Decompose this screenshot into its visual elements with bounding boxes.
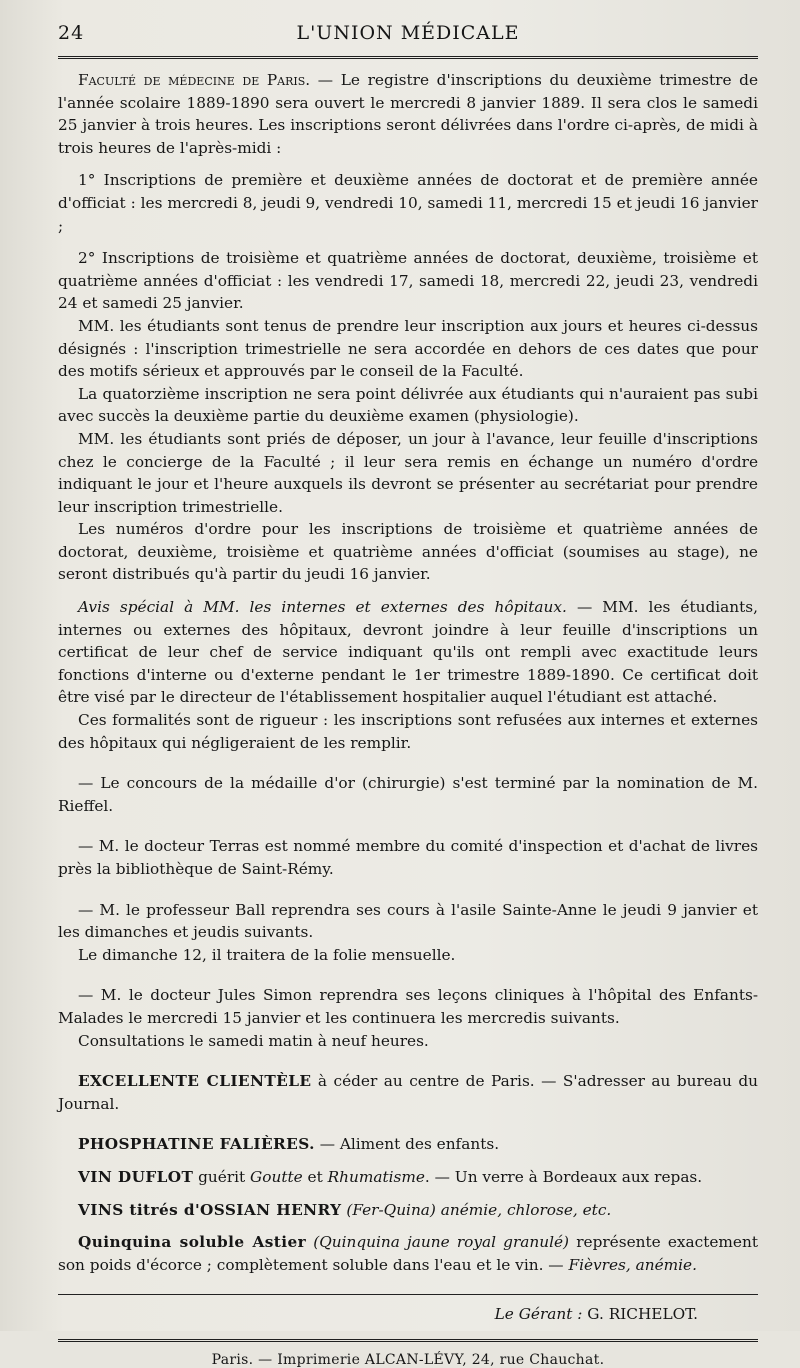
paragraph-simon-2: Consultations le samedi matin à neuf heures. [78,1031,429,1050]
ad-astier-granule: (Quinquina jaune royal granulé) [306,1233,570,1252]
paragraph-ball-2: Le dimanche 12, il traitera de la folie mensuelle. [78,945,456,964]
ad-duflot-rhumatisme: Rhumatisme [327,1167,425,1186]
ad-duflot-text-a: guérit [193,1167,251,1186]
ad-phosphatine [58,1133,758,1156]
ad-duflot-goutte: Goutte [250,1167,303,1186]
signature [58,1299,758,1329]
faculte-heading: Faculté de médecine de Paris. [78,71,311,89]
signature-label: Le Gérant : [494,1305,583,1324]
paragraph-formalites: Ces formalités sont de rigueur : les inscriptions sont refusées aux internes et externes des hôpitaux qui négligeraient de les remplir. [58,711,758,752]
page-number: 24 [58,22,85,44]
running-title: L'UNION MÉDICALE [296,22,520,44]
signature-rule [58,1294,758,1295]
paragraph-mm-deposer: MM. les étudiants sont priés de déposer, un jour à l'avance, leur feuille d'inscriptions chez le concierge de la Faculté ; il leur sera remis en échange un numéro d'ordre indiquant le jour et l'heure auxquels ils devront se présenter au secrétariat pour prendre leur inscription trimestrielle. [58,429,758,516]
paragraph-simon: — M. le docteur Jules Simon reprendra ses leçons cliniques à l'hôpital des Enfants-Malades le mercredi 15 janvier et les continuera les mercredis suivants. [58,986,758,1027]
ad-ossian-name: VINS titrés d'OSSIAN HENRY [78,1200,342,1219]
avis-heading: Avis spécial à MM. les internes et externes des hôpitaux. [78,598,567,617]
ad-astier-fievres: Fièvres, anémie. [568,1255,697,1274]
ad-phosphatine-name: PHOSPHATINE FALIÈRES. [78,1135,315,1154]
running-head [58,0,758,56]
header-rule [58,56,758,59]
ad-astier-name: Quinquina soluble Astier [78,1233,307,1252]
ad-astier-text: représente exactement son poids d'écorce ; complètement soluble dans l'eau et le vin. — [58,1233,758,1274]
paragraph-avis [58,596,758,709]
faculte-text: — Le registre d'inscriptions du deuxième trimestre de l'année scolaire 1889-1890 sera ouvert le mercredi 8 janvier 1889. Il sera clos le samedi 25 janvier à trois heures. Les inscriptions seront délivrées dans l'ordre ci-après, de midi à trois heures de l'après-midi : [58,71,758,157]
ad-clientele-text: à céder au centre de Paris. — S'adresser au bureau du Journal. [58,1072,758,1113]
ad-ossian-text: (Fer-Quina) anémie, chlorose, etc. [341,1200,612,1219]
ad-duflot-text-c: . — Un verre à Bordeaux aux repas. [424,1167,703,1186]
paragraph-item-1: 1° Inscriptions de première et deuxième années de doctorat et de première année d'officiat : les mercredi 8, jeudi 9, vendredi 10, samedi 11, mercredi 15 et jeudi 16 janvier ; [58,171,758,235]
ad-clientele [58,1070,758,1115]
ad-ossian [58,1199,758,1222]
imprint: Paris. — Imprimerie ALCAN-LÉVY, 24, rue Chauchat. [211,1352,605,1368]
paragraph-concours: — Le concours de la médaille d'or (chirurgie) s'est terminé par la nomination de M. Rieffel. [58,774,758,815]
ad-astier [58,1231,758,1276]
ad-clientele-name: EXCELLENTE CLIENTÈLE [78,1072,312,1091]
avis-text: — MM. les étudiants, internes ou externes des hôpitaux, devront joindre à leur feuille d'inscriptions un certificat de leur chef de service indiquant qu'ils ont rempli avec exactitude leurs fonctions d'interne ou d'externe pendant le 1er trimestre 1889-1890. Ce certificat doit être visé par le directeur de l'établissement hospitalier auquel l'étudiant est attaché. [58,598,758,707]
paragraph-numeros: Les numéros d'ordre pour les inscriptions de troisième et quatrième années de doctorat, deuxième, troisième et quatrième années d'officiat (soumises au stage), ne seront distribués qu'à partir du jeudi 16 janvier. [58,520,758,584]
paragraph-mm-tenus: MM. les étudiants sont tenus de prendre leur inscription aux jours et heures ci-dessus désignés : l'inscription trimestrielle ne sera accordée en dehors de ces dates que pour des motifs sérieux et approuvés par le conseil de la Faculté. [58,316,758,381]
paragraph-faculte [58,69,758,159]
ad-duflot [58,1166,758,1189]
ad-duflot-text-b: et [302,1167,328,1186]
paragraph-quatorzieme: La quatorzième inscription ne sera point délivrée aux étudiants qui n'auraient pas subi avec succès la deuxième partie du deuxième examen (physiologie). [58,384,758,426]
ad-phosphatine-text: — Aliment des enfants. [314,1135,500,1154]
ad-duflot-name: VIN DUFLOT [78,1167,194,1186]
paragraph-terras: — M. le docteur Terras est nommé membre du comité d'inspection et d'achat de livres près la bibliothèque de Saint-Rémy. [58,837,758,878]
article-body [58,69,758,1276]
signature-name: G. RICHELOT. [582,1305,698,1324]
paragraph-item-2: 2° Inscriptions de troisième et quatrième années de doctorat, deuxième, troisième et quatrième années d'officiat : les vendredi 17, samedi 18, mercredi 22, jeudi 23, vendredi 24 et samedi 25 janvier. [58,249,758,313]
paragraph-ball: — M. le professeur Ball reprendra ses cours à l'asile Sainte-Anne le jeudi 9 janvier et les dimanches et jeudis suivants. [58,900,758,942]
